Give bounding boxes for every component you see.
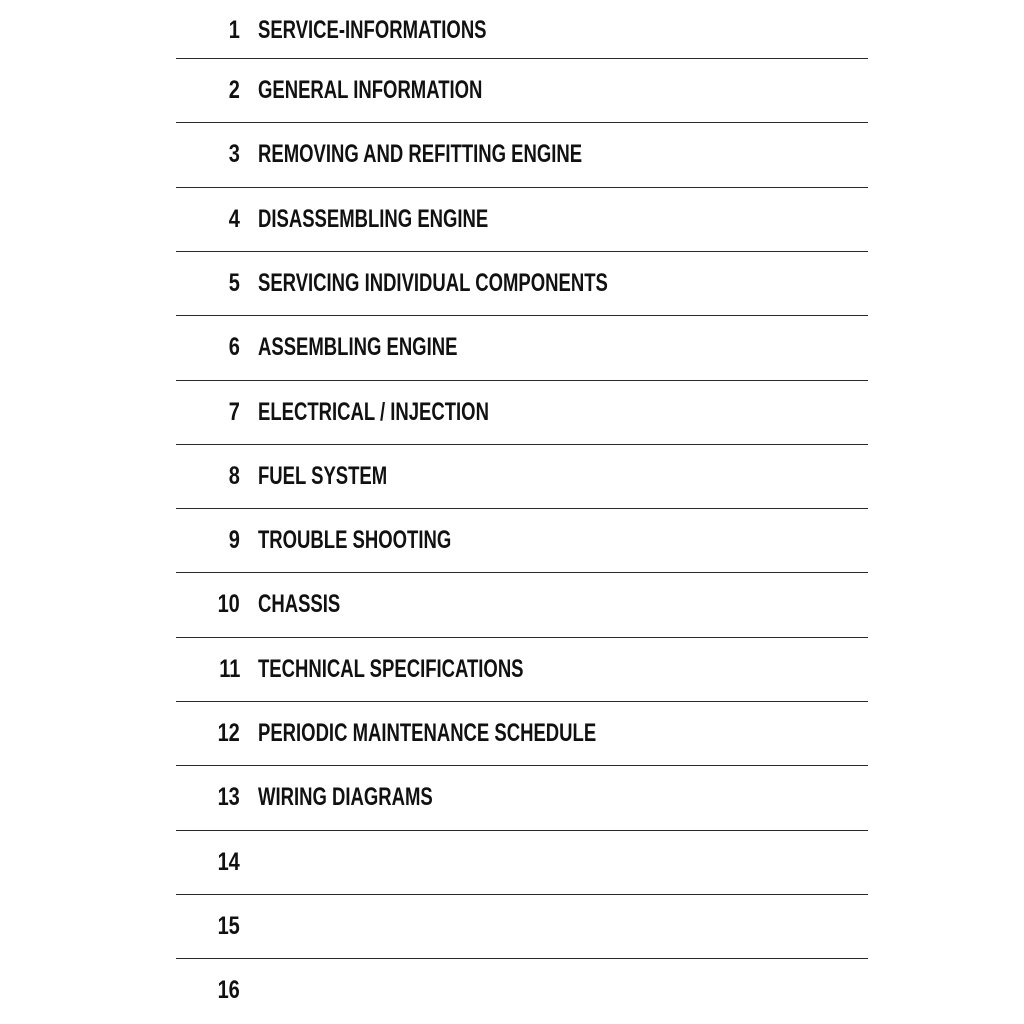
chapter-number: 16 (217, 976, 240, 1005)
chapter-title: ELECTRICAL / INJECTION (258, 397, 489, 426)
toc-entry[interactable] (176, 649, 868, 689)
chapter-number: 5 (228, 268, 240, 297)
chapter-number: 6 (228, 333, 240, 362)
chapter-number: 8 (228, 461, 240, 490)
chapter-title: REMOVING AND REFITTING ENGINE (258, 140, 583, 169)
chapter-title: CHASSIS (258, 590, 341, 619)
divider (176, 444, 868, 445)
divider (176, 637, 868, 638)
toc-entry[interactable] (176, 70, 868, 110)
divider (176, 122, 868, 123)
chapter-number: 1 (228, 16, 240, 44)
divider (176, 958, 868, 959)
toc-entry[interactable] (176, 263, 868, 303)
divider (176, 251, 868, 252)
chapter-number: 9 (228, 526, 240, 555)
chapter-number: 13 (217, 783, 240, 812)
chapter-title: GENERAL INFORMATION (258, 76, 483, 104)
chapter-title: WIRING DIAGRAMS (258, 783, 433, 812)
toc-entry[interactable] (176, 842, 868, 882)
divider (176, 508, 868, 509)
chapter-number: 11 (218, 654, 240, 683)
divider (176, 58, 868, 59)
toc-entry[interactable] (176, 199, 868, 239)
divider (176, 894, 868, 895)
divider (176, 701, 868, 702)
chapter-title: SERVICE-INFORMATIONS (258, 16, 487, 44)
chapter-number: 15 (217, 911, 240, 940)
toc-entry[interactable] (176, 906, 868, 946)
toc-entry[interactable] (176, 456, 868, 496)
chapter-title: ASSEMBLING ENGINE (258, 333, 458, 362)
chapter-title: SERVICING INDIVIDUAL COMPONENTS (258, 268, 608, 297)
chapter-title: PERIODIC MAINTENANCE SCHEDULE (258, 719, 597, 747)
chapter-title: TROUBLE SHOOTING (258, 526, 452, 555)
toc-entry[interactable] (176, 777, 868, 817)
toc-entry[interactable] (176, 134, 868, 174)
toc-entry[interactable] (176, 713, 868, 753)
divider (176, 380, 868, 381)
chapter-title: TECHNICAL SPECIFICATIONS (258, 654, 524, 683)
chapter-number: 2 (228, 76, 240, 104)
divider (176, 830, 868, 831)
divider (176, 187, 868, 188)
chapter-number: 3 (228, 140, 240, 169)
chapter-title: DISASSEMBLING ENGINE (258, 204, 489, 233)
chapter-title: FUEL SYSTEM (258, 461, 388, 490)
divider (176, 765, 868, 766)
chapter-number: 12 (217, 719, 240, 747)
divider (176, 572, 868, 573)
toc-entry[interactable] (176, 10, 868, 50)
toc-entry[interactable] (176, 327, 868, 367)
chapter-number: 7 (228, 397, 240, 426)
chapter-number: 14 (217, 847, 240, 876)
toc-entry[interactable] (176, 970, 868, 1010)
divider (176, 315, 868, 316)
toc-entry[interactable] (176, 520, 868, 560)
toc-entry[interactable] (176, 584, 868, 624)
chapter-number: 10 (217, 590, 240, 619)
chapter-number: 4 (228, 204, 240, 233)
toc-entry[interactable] (176, 392, 868, 432)
